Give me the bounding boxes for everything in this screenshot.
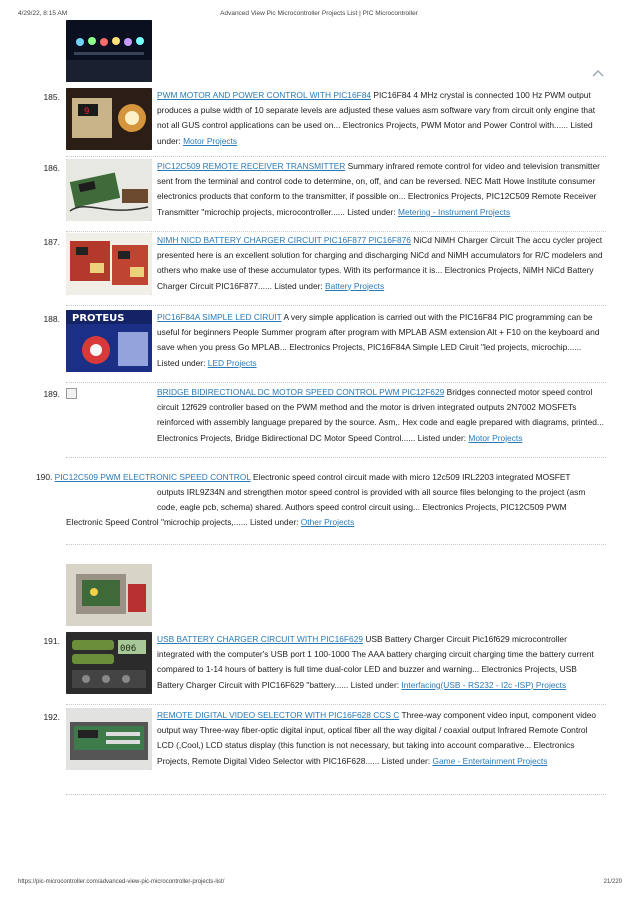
- entry-description: [157, 233, 605, 294]
- entry-summary-end: Electronic Speed Control "microchip projects,...... Listed under:: [66, 517, 301, 527]
- entry-category-link[interactable]: LED Projects: [207, 357, 257, 368]
- entry-category-link[interactable]: Game - Entertainment Projects: [432, 755, 548, 766]
- entry-separator: [66, 794, 606, 795]
- entry-title-link[interactable]: PIC16F84A SIMPLE LED CIRUIT: [157, 312, 282, 322]
- print-header: [0, 6, 638, 20]
- entry-category-link[interactable]: Motor Projects: [468, 432, 523, 443]
- entry-summary: USB Battery Charger Circuit Pic16f629 microcontroller integrated with the computer's USB port 1 100-1000 The AAA battery charging circuit charging time the battery current compared to 1-14 hours of battery is full time dual-color LED and buzzer and warning... Electronics Projects, USB Battery Charger Circuit with PIC16F629 "battery...... Listed under:: [157, 634, 594, 690]
- entry-title-link[interactable]: PIC12C509 PWM ELECTRONIC SPEED CONTROL: [54, 472, 251, 482]
- entry-separator: [66, 231, 606, 232]
- entry-title-link[interactable]: NIMH NICD BATTERY CHARGER CIRCUIT PIC16F877 PIC16F876: [157, 235, 411, 245]
- entry-description: [157, 88, 605, 149]
- entry-summary: outputs IRL9Z34N and strengthen motor speed control is provided with all source files belonging to the project (asm code, eagle pcb, schema) shared. Authors speed control circuit using... Electronics Projects, PIC12C509 PWM: [157, 487, 586, 513]
- entry-summary-line1: Electronic speed control circuit made with micro 12c509 IRL2203 integrated MOSFET: [250, 472, 571, 482]
- entry-separator: [66, 704, 606, 705]
- thumbnail-led-strip[interactable]: [66, 20, 152, 82]
- entry-title-link[interactable]: USB BATTERY CHARGER CIRCUIT WITH PIC16F629: [157, 634, 364, 644]
- entry-description: [157, 385, 605, 446]
- entry-description: [157, 632, 605, 693]
- entry-number: 192.: [43, 712, 60, 722]
- entry-summary: Summary infrared remote control for video and television transmitter sent from the terminal and control code to determine, on, off, and can be reversed. NEC Matt Howe Institute consumer electronics products that conform to the transmitter, if possible on... Electronics Projects, PIC12C509 Remote Receiver Transmitter "microchip projects, microcontroller...... Listed under:: [157, 161, 600, 217]
- entry-number: 186.: [43, 163, 60, 173]
- lcd-digits: 006: [120, 644, 137, 654]
- entry-title-link[interactable]: PIC12C509 REMOTE RECEIVER TRANSMITTER: [157, 161, 346, 171]
- entry-separator: [66, 382, 606, 383]
- entry-category-link[interactable]: Interfacing(USB - RS232 - I2c -ISP) Projects: [401, 679, 567, 690]
- entry-number: 187.: [43, 237, 60, 247]
- entry-number: 189.: [43, 389, 60, 399]
- thumbnail-enclosure[interactable]: [66, 564, 152, 626]
- entry-summary: A very simple application is carried out with the PIC16F84 PIC programming can be useful for beginners People Summer program after program with MPLAB ASM extension Alt + F10 on the keyboard and save when you press Go MPLAB... Electronics Projects, PIC16F84A Simple LED Ciruit "led projects, microchip...... Listed under:: [157, 312, 600, 368]
- thumbnail-nimh-charger[interactable]: [66, 233, 152, 295]
- entry-number: 185.: [43, 92, 60, 102]
- entry-number: 188.: [43, 314, 60, 324]
- entry-number: 191.: [43, 636, 60, 646]
- entry-description: [157, 708, 605, 769]
- chevron-up-icon[interactable]: [592, 68, 604, 78]
- print-footer: [0, 879, 638, 891]
- entry-description: [157, 310, 605, 371]
- thumbnail-pwm-motor[interactable]: [66, 88, 152, 150]
- print-document-title: Advanced View Pic Microcontroller Projects List | PIC Microcontroller: [220, 10, 418, 17]
- print-page-number: 21/220: [603, 879, 622, 885]
- entry-separator: [66, 544, 606, 545]
- svg-text:PROTEUS: PROTEUS: [72, 313, 125, 324]
- entry-category-link[interactable]: Motor Projects: [183, 135, 238, 146]
- entry-category-link[interactable]: Metering - Instrument Projects: [397, 206, 511, 217]
- entry-title-link[interactable]: BRIDGE BIDIRECTIONAL DC MOTOR SPEED CONTROL PWM PIC12F629: [157, 387, 445, 397]
- entry-category-link[interactable]: Other Projects: [300, 517, 355, 527]
- entry-description: [157, 159, 605, 220]
- svg-text:9: 9: [84, 107, 90, 117]
- entry-category-link[interactable]: Battery Projects: [325, 280, 385, 291]
- entry-separator: [66, 156, 606, 157]
- thumbnail-usb-charger[interactable]: [66, 632, 152, 694]
- entry-summary: Three-way component video input, component video output way Three-way fiber-optic digital input, optical fiber all the way digital / coaxial output Infrared Remote Control LCD (,Cool,) LCD status display (this function is not necessary, but taking into account comparative... Electronics Projects, Remote Digital Video Selector with PIC16F628...... Listed under:: [157, 710, 597, 766]
- thumbnail-remote-receiver[interactable]: [66, 159, 152, 221]
- entry-summary: PIC16F84 4 MHz crystal is connected 100 Hz PWM output produces a pulse width of 10 separate levels are adjusted these values asm software vary from circuit only engine that not all GUS control applications can be used on... Electronics Projects, PWM Motor and Power Control with...... Listed under:: [157, 90, 596, 146]
- thumbnail-proteus-led[interactable]: [66, 310, 152, 372]
- entry-summary: NiCd NiMH Charger Circuit The accu cycler project presented here is an excellent solution for charging and discharging NiCd and NiMH accumulators for R/C modelers and others who make use of these accumulator types. With its performance it is... Electronics Projects, NiMH NiCd Battery Charger Circuit PIC16F877...... Listed under:: [157, 235, 603, 291]
- entry-title-link[interactable]: REMOTE DIGITAL VIDEO SELECTOR WITH PIC16F628 CCS C: [157, 710, 400, 720]
- entry-number: 190.: [36, 472, 53, 482]
- entry-separator: [66, 457, 606, 458]
- entry-summary-body: [157, 485, 605, 515]
- print-url: https://pic-microcontroller.com/advanced-view-pic-microcontroller-projects-list/: [18, 879, 225, 885]
- entry-title-link[interactable]: PWM MOTOR AND POWER CONTROL WITH PIC16F84: [157, 90, 372, 100]
- thumbnail-video-selector[interactable]: [66, 708, 152, 770]
- entry-summary: Bridges connected motor speed control circuit 12f629 controller based on the PWM method and the motor is driven integrated outputs 2N7002 MOSFETs reinforced with assembly language prepared by the source. Asm,. Hex code and eagle prepared with diagrams, printed... Electronics Projects, Bridge Bidirectional DC Motor Speed Control...... Listed under:: [157, 387, 604, 443]
- entry-description: [36, 470, 606, 485]
- entry-summary-tail: [66, 515, 606, 530]
- entry-separator: [66, 305, 606, 306]
- broken-image-icon: [66, 388, 77, 399]
- print-timestamp: 4/29/22, 8:15 AM: [18, 10, 68, 17]
